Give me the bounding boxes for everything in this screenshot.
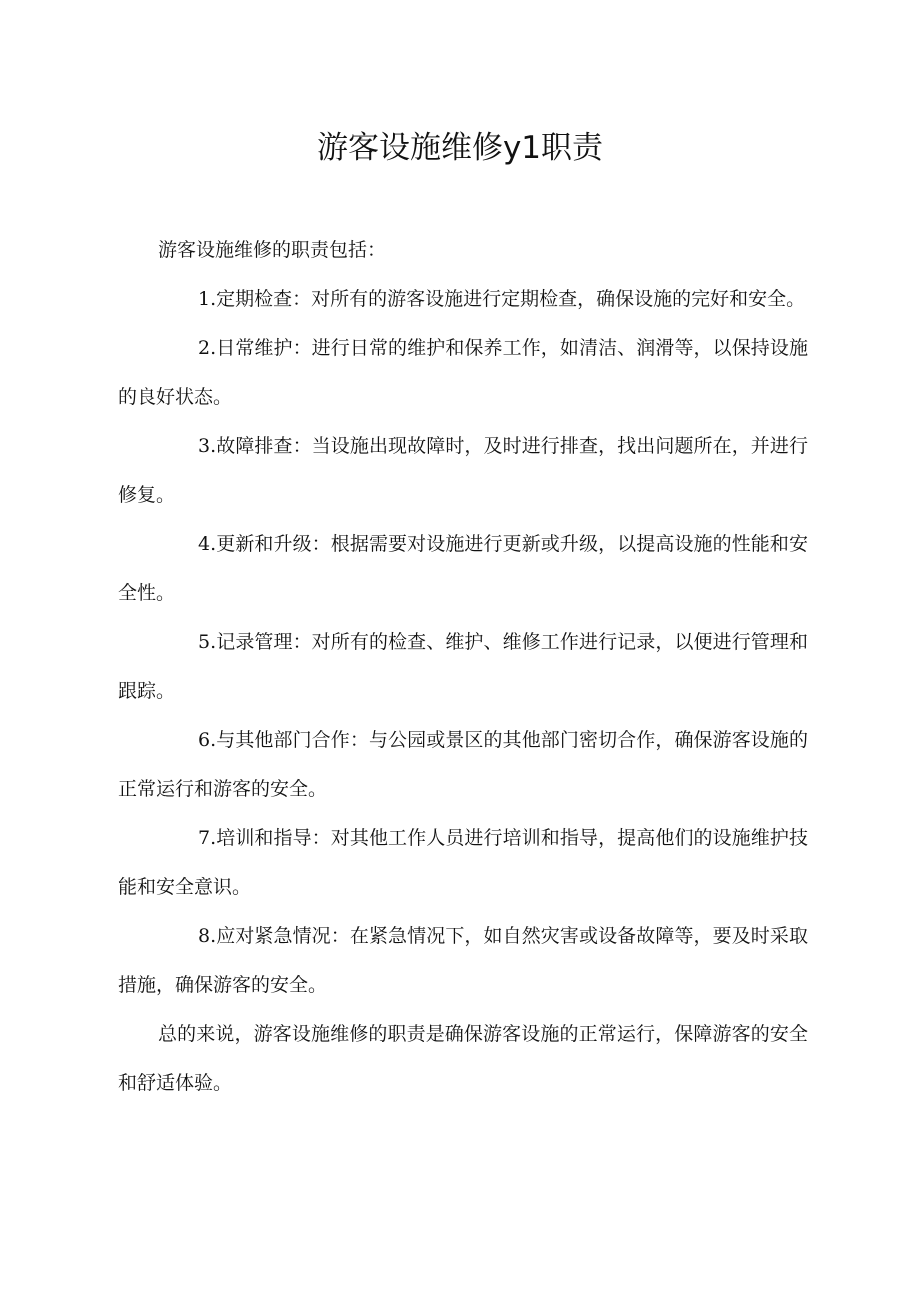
duty-text: .培训和指导：对其他工作人员进行培训和指导，提高他们的设施维护技能和安全意识。: [118, 827, 808, 898]
duty-item-1: [118, 275, 808, 324]
document-title: 游客设施维修y1职责: [316, 130, 604, 166]
duty-text: .定期检查：对所有的游客设施进行定期检查，确保设施的完好和安全。: [210, 288, 806, 310]
duty-text: .故障排查：当设施出现故障时，及时进行排查，找出问题所在，并进行修复。: [118, 435, 808, 506]
duty-number: 4: [198, 533, 211, 555]
duty-item-5: [118, 618, 808, 716]
duty-item-6: [118, 716, 808, 814]
conclusion-paragraph: 总的来说，游客设施维修的职责是确保游客设施的正常运行，保障游客的安全和舒适体验。: [118, 1023, 808, 1094]
duty-item-3: [118, 422, 808, 520]
duty-text: .日常维护：进行日常的维护和保养工作，如清洁、润滑等，以保持设施的良好状态。: [118, 337, 808, 408]
duty-text: .应对紧急情况：在紧急情况下，如自然灾害或设备故障等，要及时采取措施，确保游客的安全。: [118, 925, 808, 996]
duty-number: 3: [198, 435, 211, 457]
duty-text: .与其他部门合作：与公园或景区的其他部门密切合作，确保游客设施的正常运行和游客的安全。: [118, 729, 808, 800]
duty-number: 6: [198, 729, 211, 751]
duty-number: 2: [198, 337, 211, 359]
duty-item-2: [118, 324, 808, 422]
duty-item-7: [118, 814, 808, 912]
duty-number: 1: [198, 288, 211, 310]
duty-number: 7: [198, 827, 211, 849]
duty-text: .更新和升级：根据需要对设施进行更新或升级，以提高设施的性能和安全性。: [118, 533, 808, 604]
duty-text: .记录管理：对所有的检查、维护、维修工作进行记录，以便进行管理和跟踪。: [118, 631, 808, 702]
duty-number: 8: [198, 925, 211, 947]
document-body: [118, 226, 808, 1108]
duty-item-8: [118, 912, 808, 1010]
duty-item-4: [118, 520, 808, 618]
intro-paragraph: 游客设施维修的职责包括：: [158, 239, 387, 261]
duty-number: 5: [198, 631, 211, 653]
